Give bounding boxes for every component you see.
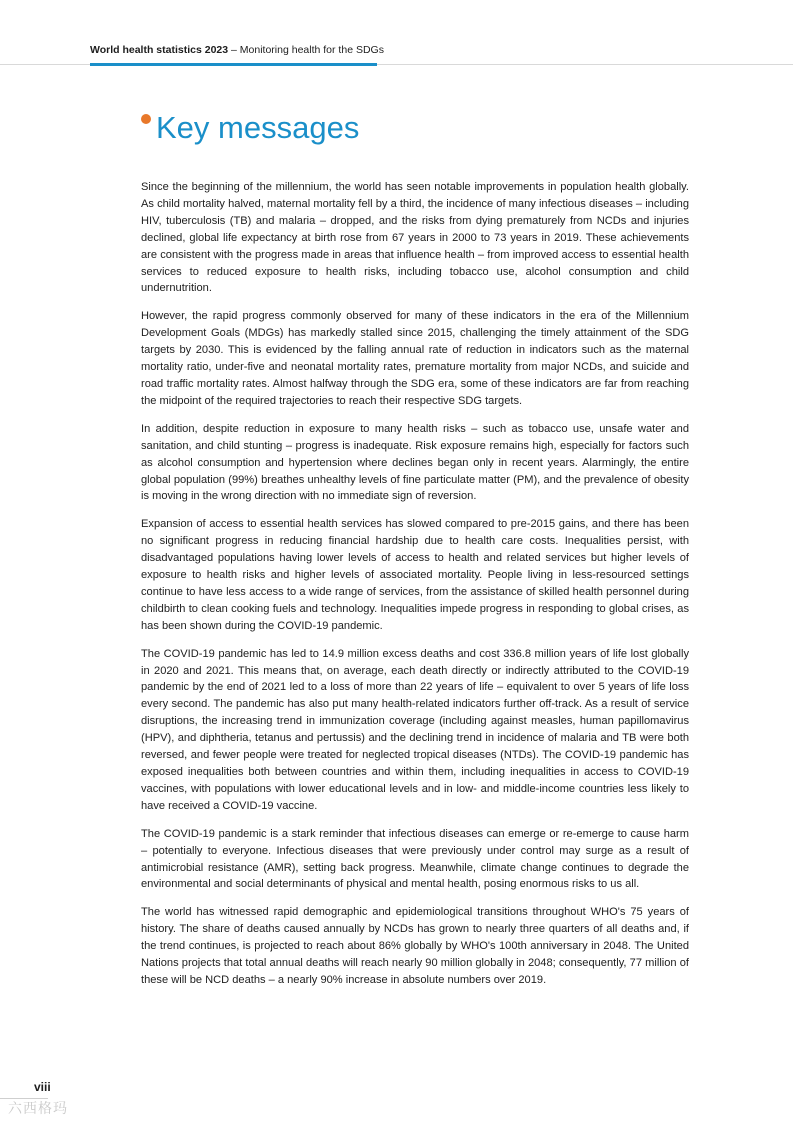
page-number: viii [34,1080,51,1094]
header-separator: – [228,44,240,56]
body-text [141,179,689,1000]
paragraph-stalled-progress: However, the rapid progress commonly observed for many of these indicators in the era of the Millennium Development Goals (MDGs) has markedly stalled since 2015, challenging the timely attainment of the SDG targets by 2030. This is evidenced by the falling annual rate of reduction in indicators such as the maternal mortality ratio, under-five and neonatal mortality rates, premature mortality from major NCDs, and suicide and road traffic mortality rates. Almost halfway through the SDG era, some of these indicators are far from reaching the midpoint of the required trajectories to reach their respective SDG targets. [141,310,689,407]
paragraph-covid-impact: The COVID-19 pandemic has led to 14.9 million excess deaths and cost 336.8 million years of life lost globally in 2020 and 2021. This means that, on average, each death directly or indirectly attributed to the COVID-19 pandemic by the end of 2021 led to a loss of more than 22 years of life – equivalent to over 5 years of life loss every second. The pandemic has also put many health-related indicators further off-track. As a result of service disruptions, the increasing trend in immunization coverage (including against measles, human papillomavirus (HPV), and diphtheria, tetanus and pertussis) and the declining trend in incidence of malaria and TB were both reversed, and fewer people were treated for neglected tropical diseases (NTDs). The COVID-19 pandemic has exposed inequalities both between countries and within them, including inequalities in access to COVID-19 vaccines, with populations with lower educational levels and in low- and middle-income countries less likely to have received a COVID-19 vaccine. [141,647,689,812]
watermark [8,1098,68,1118]
report-subtitle: Monitoring health for the SDGs [239,44,384,56]
report-title: World health statistics 2023 [90,44,229,56]
page-title: Key messages [156,110,360,145]
paragraph-infectious-diseases: The COVID-19 pandemic is a stark reminder that infectious diseases can emerge or re-emerge to cause harm – potentially to everyone. Infectious diseases that were previously under control may surge as a result of antimicrobial resistance (AMR), setting back progress. Meanwhile, climate change continues to degrade the environmental and social determinants of physical and mental health, posing enormous risks to us all. [141,827,689,891]
paragraph-demographic-transition: The world has witnessed rapid demographic and epidemiological transitions throughout WHO's 75 years of history. The share of deaths caused annually by NCDs has grown to nearly three quarters of all deaths and, if the trend continues, is projected to reach about 86% globally by WHO's 100th anniversary in 2048. The United Nations projects that total annual deaths will reach nearly 90 million globally in 2048; consequently, 77 million of these will be NCD deaths – a nearly 90% increase in absolute numbers over 2019. [141,906,689,986]
bullet-dot-icon [141,114,151,124]
paragraph-access-inequalities: Expansion of access to essential health services has slowed compared to pre-2015 gains, and there has been no significant progress in reducing financial hardship due to health care costs. Inequalities persist, with disadvantaged populations having lower levels of access to health and related services but higher levels of exposure to health risks and higher levels of associated mortality. People living in less-resourced settings continue to have less access to a wide range of services, from the assistance of skilled health personnel during childbirth to clean cooking fuels and technology. Inequalities impede progress in responding to global crises, as has been shown during the COVID-19 pandemic. [141,518,689,632]
paragraph-progress: Since the beginning of the millennium, the world has seen notable improvements in population health globally. As child mortality halved, maternal mortality fell by a third, the incidence of many infectious diseases – including HIV, tuberculosis (TB) and malaria – dropped, and the risks from dying prematurely from NCDs and injuries declined, global life expectancy at birth rose from 67 years in 2000 to 73 years in 2019. These achievements are consistent with the progress made in areas that influence health – from improved access to essential health services to reduced exposure to health risks, including tobacco use, alcohol consumption and child undernutrition. [141,181,689,295]
watermark-text: 六西格玛 [8,1100,68,1116]
running-header [90,44,384,56]
header-accent-bar [90,63,377,66]
paragraph-health-risks: In addition, despite reduction in exposure to many health risks – such as tobacco use, unsafe water and sanitation, and child stunting – progress is inadequate. Risk exposure remains high, especially for factors such as alcohol consumption and hypertension where declines began only in recent years. Alarmingly, the entire global population (99%) breathes unhealthy levels of fine particulate matter (PM), and the prevalence of obesity is moving in the wrong direction with no immediate sign of reversion. [141,422,689,503]
